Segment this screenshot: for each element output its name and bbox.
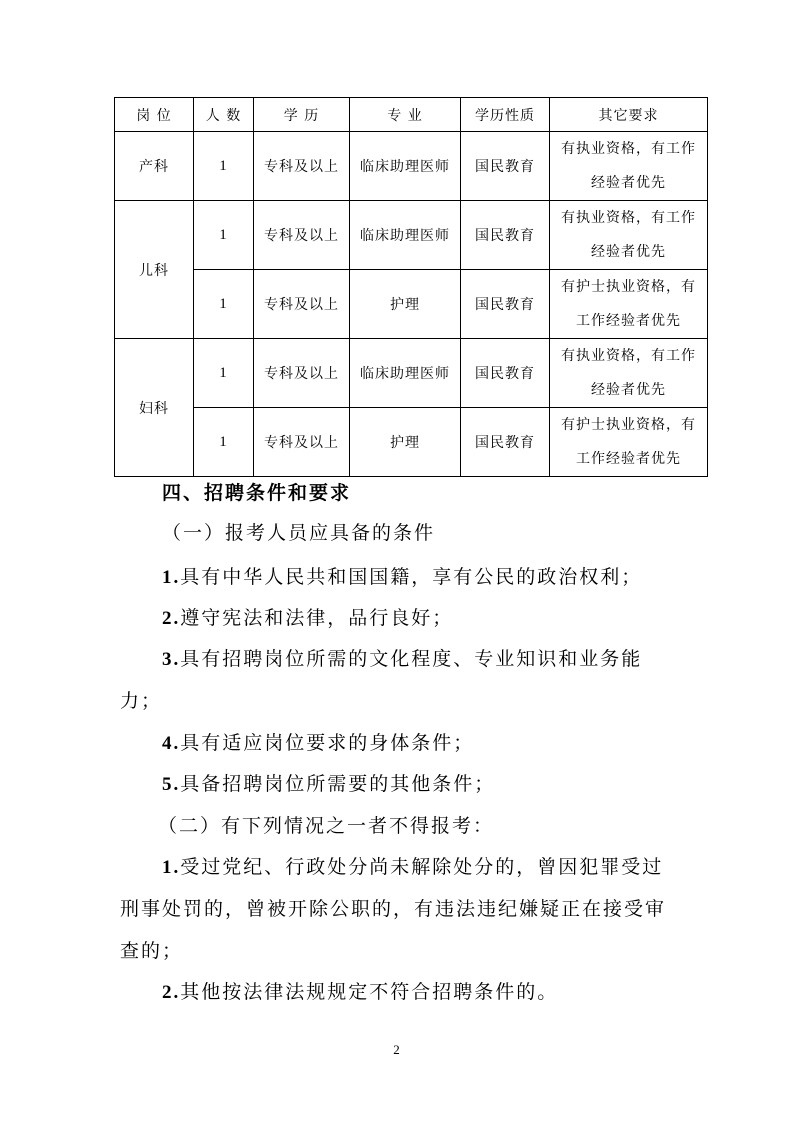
item-number: 2.: [162, 608, 181, 629]
exclusion-item-continuation: 查的；: [120, 940, 184, 962]
item-text: 具备招聘岗位所需要的其他条件；: [180, 773, 496, 795]
education-cell: 专科及以上: [254, 201, 350, 270]
condition-item: [162, 644, 642, 671]
item-text: 具有招聘岗位所需的文化程度、专业知识和业务能: [180, 648, 643, 670]
dept-cell: 妇科: [115, 339, 194, 477]
item-number: 3.: [162, 649, 181, 670]
item-number: 4.: [162, 733, 181, 754]
header-education-type: 学历性质: [461, 98, 550, 132]
major-cell: 护理: [350, 408, 461, 477]
education-cell: 专科及以上: [254, 270, 350, 339]
education-type-cell: 国民教育: [461, 339, 550, 408]
requirements-line: 经验者优先: [591, 175, 666, 191]
exclusion-item: [162, 977, 558, 1004]
requirements-cell: [550, 132, 708, 201]
major-cell: 护理: [350, 270, 461, 339]
item-text: 遵守宪法和法律，品行良好；: [180, 607, 454, 629]
requirements-cell: [550, 408, 708, 477]
header-education: 学 历: [254, 98, 350, 132]
item-text: 受过党纪、行政处分尚未解除处分的，曾因犯罪受过: [180, 856, 664, 878]
count-cell: 1: [194, 201, 254, 270]
count-cell: 1: [194, 270, 254, 339]
education-cell: 专科及以上: [254, 132, 350, 201]
education-type-cell: 国民教育: [461, 270, 550, 339]
major-cell: 临床助理医师: [350, 132, 461, 201]
section-heading: 四、招聘条件和要求: [162, 482, 352, 504]
item-text: 具有适应岗位要求的身体条件；: [180, 732, 475, 754]
subsection-heading-2: （二）有下列情况之一者不得报考：: [158, 815, 495, 837]
exclusion-item-continuation: 刑事处罚的，曾被开除公职的，有违法违纪嫌疑正在接受审: [120, 898, 667, 920]
condition-item-continuation: 力；: [120, 690, 163, 712]
subsection-heading-1: （一）报考人员应具备的条件: [162, 522, 436, 544]
item-number: 1.: [162, 857, 181, 878]
requirements-line: 有护士执业资格，有: [561, 417, 696, 433]
item-number: 5.: [162, 774, 181, 795]
requirements-line: 有执业资格，有工作: [561, 348, 696, 364]
table-row: [115, 270, 708, 339]
education-type-cell: 国民教育: [461, 201, 550, 270]
education-type-cell: 国民教育: [461, 132, 550, 201]
dept-cell: 产科: [115, 132, 194, 201]
requirements-line: 经验者优先: [591, 244, 666, 260]
table-row: [115, 408, 708, 477]
item-text: 其他按法律法规规定不符合招聘条件的。: [180, 981, 559, 1003]
requirements-line: 有执业资格，有工作: [561, 141, 696, 157]
major-cell: 临床助理医师: [350, 201, 461, 270]
header-count: 人 数: [194, 98, 254, 132]
exclusion-item: [162, 852, 663, 879]
requirements-cell: [550, 201, 708, 270]
item-text: 具有中华人民共和国国籍，享有公民的政治权利；: [180, 566, 643, 588]
condition-item: [162, 769, 495, 796]
item-number: 1.: [162, 567, 181, 588]
requirements-line: 有执业资格，有工作: [561, 210, 696, 226]
education-cell: 专科及以上: [254, 339, 350, 408]
requirements-line: 工作经验者优先: [576, 451, 681, 467]
table-row: [115, 339, 708, 408]
recruitment-table: [114, 97, 708, 477]
requirements-line: 工作经验者优先: [576, 313, 681, 329]
requirements-line: 经验者优先: [591, 382, 666, 398]
header-major: 专 业: [350, 98, 461, 132]
condition-item: [162, 728, 474, 755]
header-other-requirements: 其它要求: [550, 98, 708, 132]
requirements-line: 有护士执业资格，有: [561, 279, 696, 295]
header-position: 岗 位: [115, 98, 194, 132]
condition-item: [162, 562, 642, 589]
education-cell: 专科及以上: [254, 408, 350, 477]
requirements-cell: [550, 270, 708, 339]
page-number: 2: [393, 1042, 400, 1057]
table-row: [115, 132, 708, 201]
education-type-cell: 国民教育: [461, 408, 550, 477]
condition-item: [162, 603, 453, 630]
requirements-cell: [550, 339, 708, 408]
count-cell: 1: [194, 339, 254, 408]
count-cell: 1: [194, 408, 254, 477]
item-number: 2.: [162, 982, 181, 1003]
table-row: [115, 201, 708, 270]
table-header-row: [115, 98, 708, 132]
dept-cell: 儿科: [115, 201, 194, 339]
major-cell: 临床助理医师: [350, 339, 461, 408]
count-cell: 1: [194, 132, 254, 201]
